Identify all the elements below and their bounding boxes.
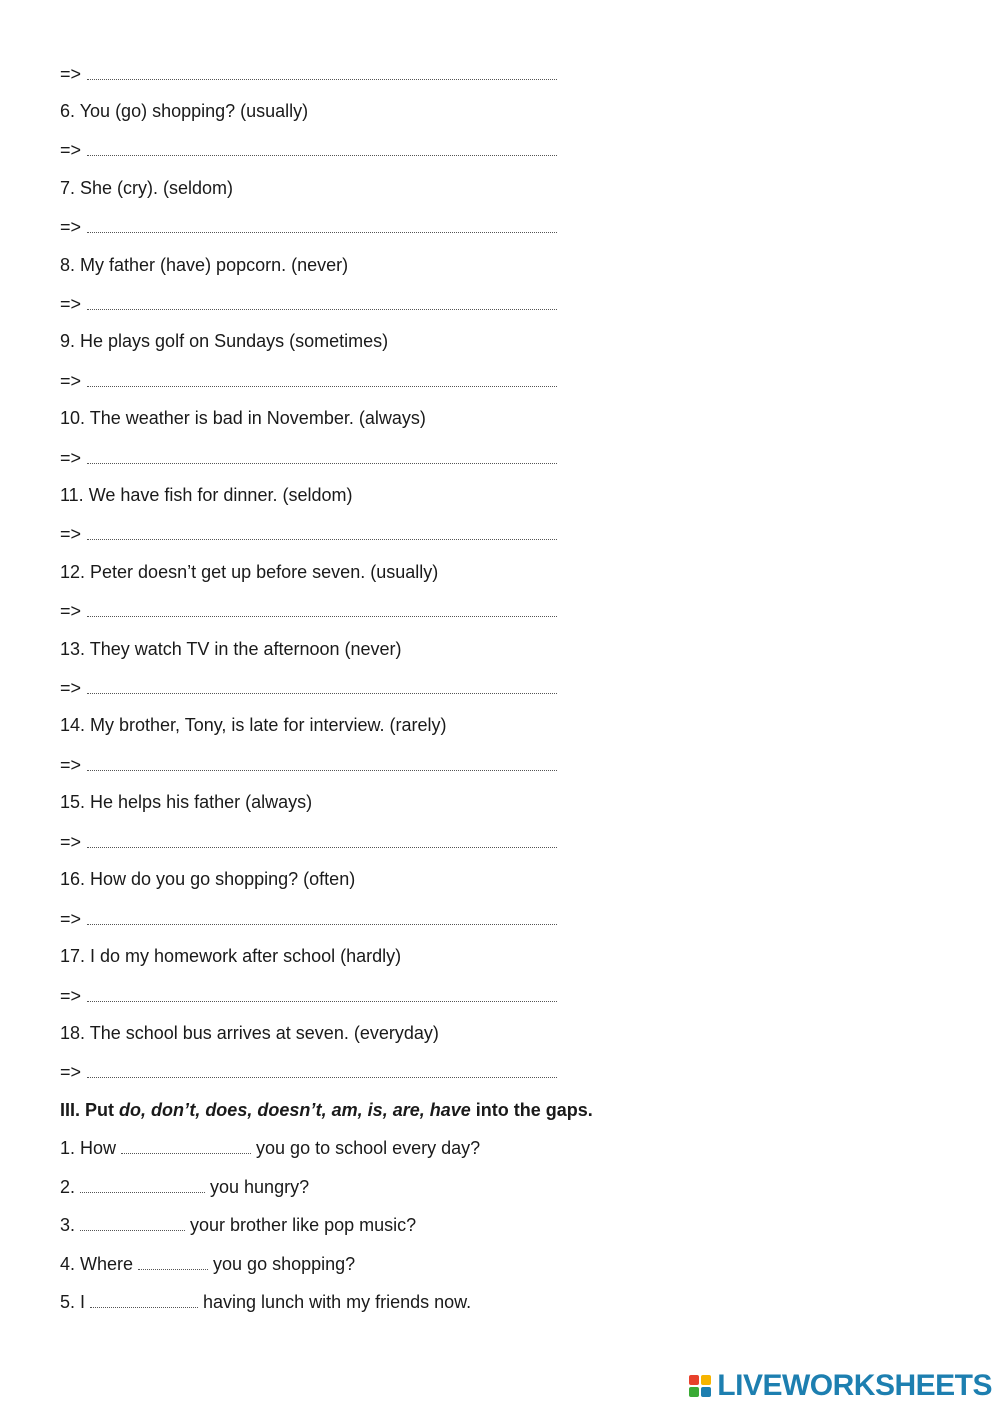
answer-input[interactable] — [87, 602, 557, 617]
answer-line — [60, 986, 557, 1006]
question-8: 8. My father (have) popcorn. (never) — [60, 255, 349, 275]
brand-name: LIVEWORKSHEETS — [717, 1369, 992, 1402]
question-7: 7. She (cry). (seldom) — [60, 178, 234, 198]
answer-line — [60, 64, 557, 84]
heading-prefix: III. Put — [60, 1100, 120, 1120]
heading-suffix: into the gaps. — [470, 1100, 593, 1120]
gap-item-after: having lunch with my friends now. — [203, 1292, 472, 1312]
answer-arrow: => — [60, 909, 82, 929]
logo-square-1 — [689, 1375, 699, 1385]
question-9: 9. He plays golf on Sundays (sometimes) — [60, 331, 389, 351]
gap-input[interactable] — [80, 1216, 185, 1231]
gap-item-before: 3. — [60, 1215, 76, 1235]
gap-item-1 — [60, 1138, 480, 1158]
answer-line — [60, 832, 557, 852]
answer-line — [60, 140, 557, 160]
answer-line — [60, 294, 557, 314]
answer-arrow: => — [60, 294, 82, 314]
answer-line — [60, 1062, 557, 1082]
answer-input[interactable] — [87, 910, 557, 925]
gap-input[interactable] — [121, 1139, 251, 1154]
gap-item-before: 2. — [60, 1177, 76, 1197]
answer-arrow: => — [60, 1062, 82, 1082]
answer-input[interactable] — [87, 756, 557, 771]
question-13: 13. They watch TV in the afternoon (never) — [60, 639, 402, 659]
gap-item-before: 4. Where — [60, 1254, 134, 1274]
gap-item-3 — [60, 1215, 416, 1235]
liveworksheets-logo — [689, 1369, 992, 1403]
answer-arrow: => — [60, 371, 82, 391]
answer-input[interactable] — [87, 65, 557, 80]
answer-input[interactable] — [87, 295, 557, 310]
question-10: 10. The weather is bad in November. (always) — [60, 408, 426, 428]
answer-arrow: => — [60, 601, 82, 621]
answer-line — [60, 371, 557, 391]
answer-arrow: => — [60, 986, 82, 1006]
answer-arrow: => — [60, 678, 82, 698]
answer-arrow: => — [60, 140, 82, 160]
answer-line — [60, 601, 557, 621]
answer-input[interactable] — [87, 833, 557, 848]
gap-item-4 — [60, 1254, 355, 1274]
gap-item-after: your brother like pop music? — [190, 1215, 417, 1235]
gap-item-after: you go to school every day? — [256, 1138, 481, 1158]
section-heading — [60, 1100, 593, 1120]
question-6: 6. You (go) shopping? (usually) — [60, 101, 309, 121]
answer-arrow: => — [60, 448, 82, 468]
answer-arrow: => — [60, 217, 82, 237]
question-17: 17. I do my homework after school (hardly) — [60, 946, 402, 966]
answer-line — [60, 678, 557, 698]
answer-arrow: => — [60, 524, 82, 544]
logo-square-4 — [701, 1387, 711, 1397]
answer-line — [60, 524, 557, 544]
gap-input[interactable] — [80, 1178, 205, 1193]
gap-item-2 — [60, 1177, 309, 1197]
answer-arrow: => — [60, 755, 82, 775]
gap-input[interactable] — [90, 1293, 198, 1308]
answer-input[interactable] — [87, 1063, 557, 1078]
question-11: 11. We have fish for dinner. (seldom) — [60, 485, 353, 505]
question-14: 14. My brother, Tony, is late for interview. (rarely) — [60, 715, 447, 735]
gap-item-before: 5. I — [60, 1292, 86, 1312]
answer-line — [60, 909, 557, 929]
logo-square-3 — [689, 1387, 699, 1397]
gap-item-after: you hungry? — [210, 1177, 310, 1197]
answer-input[interactable] — [87, 218, 557, 233]
question-12: 12. Peter doesn’t get up before seven. (usually) — [60, 562, 439, 582]
answer-arrow: => — [60, 64, 82, 84]
question-15: 15. He helps his father (always) — [60, 792, 313, 812]
answer-input[interactable] — [87, 449, 557, 464]
answer-line — [60, 755, 557, 775]
gap-input[interactable] — [138, 1255, 208, 1270]
gap-item-5 — [60, 1292, 471, 1312]
answer-arrow: => — [60, 832, 82, 852]
question-18: 18. The school bus arrives at seven. (everyday) — [60, 1023, 439, 1043]
gap-item-after: you go shopping? — [213, 1254, 356, 1274]
answer-line — [60, 217, 557, 237]
answer-input[interactable] — [87, 141, 557, 156]
answer-input[interactable] — [87, 679, 557, 694]
gap-item-before: 1. How — [60, 1138, 117, 1158]
question-16: 16. How do you go shopping? (often) — [60, 869, 356, 889]
answer-input[interactable] — [87, 987, 557, 1002]
logo-icon — [689, 1375, 711, 1397]
answer-input[interactable] — [87, 372, 557, 387]
answer-line — [60, 448, 557, 468]
answer-input[interactable] — [87, 525, 557, 540]
heading-words: do, don’t, does, doesn’t, am, is, are, have — [119, 1100, 471, 1120]
logo-square-2 — [701, 1375, 711, 1385]
